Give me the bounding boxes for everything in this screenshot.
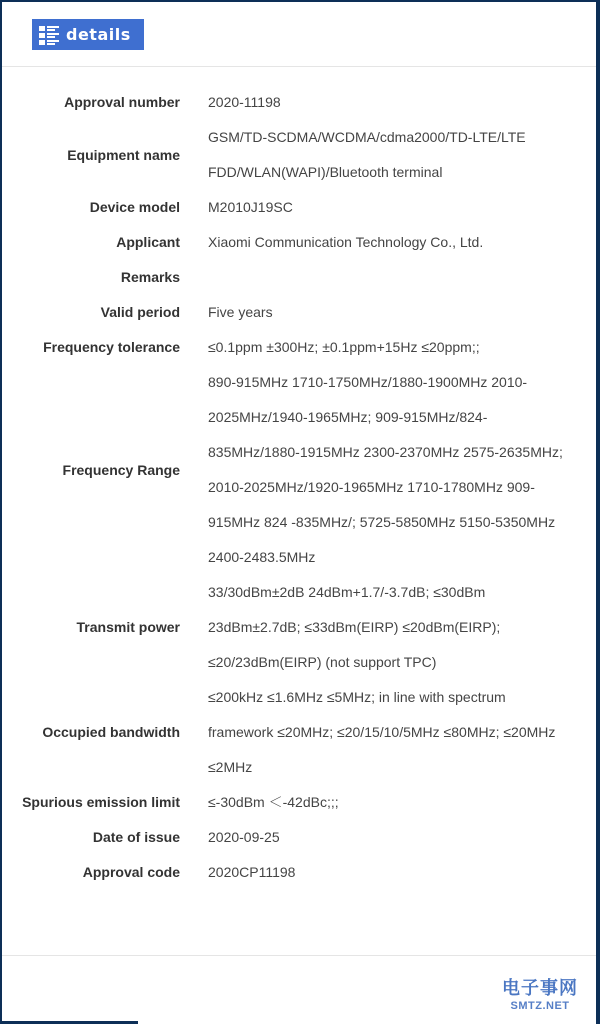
value-equipment-name: GSM/TD-SCDMA/WCDMA/cdma2000/TD-LTE/LTE FDD/WLAN(WAPI)/Bluetooth terminal xyxy=(208,129,526,180)
value-date-of-issue: 2020-09-25 xyxy=(208,829,280,845)
row-equipment-name xyxy=(2,120,596,190)
value-occupied-bandwidth: ≤200kHz ≤1.6MHz ≤5MHz; in line with spectrum framework ≤20MHz; ≤20/15/10/5MHz ≤80MHz; ≤20MHz ≤2MHz xyxy=(208,689,556,775)
value-device-model: M2010J19SC xyxy=(208,199,293,215)
watermark xyxy=(502,974,578,1012)
row-approval-code xyxy=(2,855,596,890)
row-frequency-range xyxy=(2,365,596,575)
label-valid-period: Valid period xyxy=(100,304,180,320)
row-device-model xyxy=(2,190,596,225)
row-applicant xyxy=(2,225,596,260)
details-table xyxy=(2,67,596,890)
row-transmit-power xyxy=(2,575,596,680)
row-remarks xyxy=(2,260,596,295)
value-valid-period: Five years xyxy=(208,304,273,320)
header xyxy=(2,2,596,67)
value-applicant: Xiaomi Communication Technology Co., Ltd. xyxy=(208,234,484,250)
row-spurious-emission-limit xyxy=(2,785,596,820)
label-occupied-bandwidth: Occupied bandwidth xyxy=(42,724,180,740)
page-title: details xyxy=(66,25,131,44)
value-spurious-emission-limit: ≤-30dBm ＜-42dBc;;; xyxy=(208,794,339,810)
watermark-main: 电子事网 xyxy=(502,978,578,998)
row-frequency-tolerance xyxy=(2,330,596,365)
value-approval-code: 2020CP11198 xyxy=(208,864,296,880)
label-approval-code: Approval code xyxy=(82,864,180,880)
label-approval-number: Approval number xyxy=(64,94,180,110)
row-approval-number xyxy=(2,85,596,120)
value-frequency-tolerance: ≤0.1ppm ±300Hz; ±0.1ppm+15Hz ≤20ppm;; xyxy=(208,339,480,355)
watermark-sub: SMTZ.NET xyxy=(510,1000,570,1012)
value-approval-number: 2020-11198 xyxy=(208,94,281,110)
label-device-model: Device model xyxy=(89,199,180,215)
label-frequency-range: Frequency Range xyxy=(62,461,180,478)
label-date-of-issue: Date of issue xyxy=(92,829,180,845)
details-title-badge xyxy=(32,19,144,50)
footer-divider xyxy=(2,955,596,956)
value-frequency-range: 890-915MHz 1710-1750MHz/1880-1900MHz 2010-2025MHz/1940-1965MHz; 909-915MHz/824-835MHz/1880-1915MHz 2300-2370MHz 2575-2635MHz; 2010-2025MHz/1920-1965MHz 1710-1780MHz 909-915MHz 824 -835MHz/; 5725-5850MHz 5150-5350MHz 2400-2483.5MHz xyxy=(208,374,563,565)
label-spurious-emission-limit: Spurious emission limit xyxy=(22,794,180,810)
row-occupied-bandwidth xyxy=(2,680,596,785)
label-equipment-name: Equipment name xyxy=(67,146,180,163)
label-applicant: Applicant xyxy=(116,234,180,250)
row-valid-period xyxy=(2,295,596,330)
label-remarks: Remarks xyxy=(120,269,180,285)
list-icon xyxy=(38,24,60,46)
value-transmit-power: 33/30dBm±2dB 24dBm+1.7/-3.7dB; ≤30dBm 23dBm±2.7dB; ≤33dBm(EIRP) ≤20dBm(EIRP); ≤20/23dBm(EIRP) (not support TPC) xyxy=(208,584,501,670)
row-date-of-issue xyxy=(2,820,596,855)
label-frequency-tolerance: Frequency tolerance xyxy=(43,339,180,355)
label-transmit-power: Transmit power xyxy=(76,619,180,635)
